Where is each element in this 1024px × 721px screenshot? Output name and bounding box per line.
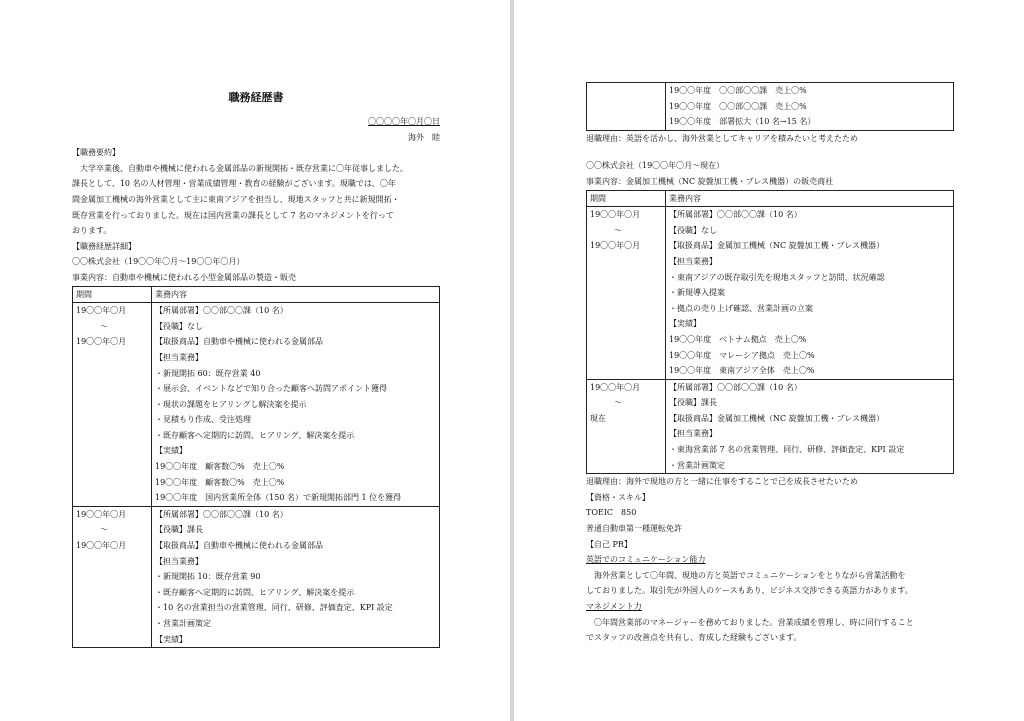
duty-line: 【役職】なし <box>669 225 717 235</box>
business-description: 事業内容：金属加工機械（NC 旋盤加工機・プレス機器）の販売商社 <box>586 176 834 186</box>
duty-line: 【役職】なし <box>155 321 203 331</box>
duty-line: 【実績】 <box>155 634 187 644</box>
table-header-row <box>587 190 954 207</box>
company-name: 〇〇株式会社（19〇〇年〇月～現在） <box>586 161 725 171</box>
pr-subheading: マネジメント力 <box>586 602 642 611</box>
table-row <box>587 207 954 380</box>
period-cell <box>73 506 152 647</box>
duty-line: ・営業計画策定 <box>155 619 211 628</box>
period-separator: ～ <box>614 398 622 408</box>
document-title: 職務経歴書 <box>228 91 284 104</box>
table-header-duties: 業務内容 <box>152 286 440 303</box>
qualification-item: 普通自動車第一種運転免許 <box>586 524 682 534</box>
duty-line: 19〇〇年度 東南アジア全体 売上〇% <box>669 366 815 376</box>
document-page-right <box>514 0 1024 721</box>
pr-line: しておりました。取引先が外国人のケースもあり、ビジネス交渉できる英語力があります。 <box>586 586 913 596</box>
duty-line: 19〇〇年度 マレーシア拠点 売上〇% <box>669 350 815 360</box>
page-right-content <box>586 82 954 646</box>
duties-cell <box>666 379 954 474</box>
duty-line: ・既存顧客へ定期的に訪問、ヒアリング、解決案を提示 <box>155 587 355 597</box>
company-name: 〇〇株式会社（19〇〇年〇月～19〇〇年〇月） <box>72 257 245 267</box>
document-page-left <box>0 0 510 721</box>
period-start: 19〇〇年〇月 <box>590 382 641 392</box>
self-pr-heading: 【自己 PR】 <box>586 539 632 549</box>
duty-line: 19〇〇年度 顧客数〇% 売上〇% <box>155 462 285 472</box>
period-end: 19〇〇年〇月 <box>590 241 641 251</box>
duty-line: 19〇〇年度 顧客数〇% 売上〇% <box>155 477 285 487</box>
duty-line: 【取扱商品】金属加工機械（NC 旋盤加工機・プレス機器） <box>669 413 885 423</box>
pr-line: でスタッフの改善点を共有し、育成した経験もございます。 <box>586 633 802 643</box>
resignation-reason: 退職理由：英語を活かし、海外営業としてキャリアを積みたいと考えたため <box>586 133 858 143</box>
duty-line: 【所属部署】〇〇部〇〇課（10 名） <box>669 210 802 220</box>
table-header-row <box>73 286 440 303</box>
duty-line: 【役職】課長 <box>155 525 203 535</box>
duties-cell <box>666 207 954 380</box>
resignation-reason: 退職理由：海外で現地の方と一緒に仕事をすることで己を成長させたいため <box>586 477 858 487</box>
duty-line: ・東海営業部 7 名の営業管理、同行、研修、評価査定、KPI 設定 <box>669 445 905 455</box>
spacer <box>586 146 954 158</box>
duty-line: ・現状の課題をヒアリングし解決案を提示 <box>155 399 307 409</box>
period-end: 19〇〇年〇月 <box>76 541 127 551</box>
summary-line: 既存営業を行っておりました。現在は国内営業の課長として 7 名のマネジメントを行って <box>72 210 394 220</box>
duty-line: 【担当業務】 <box>669 429 717 439</box>
qualification-item: TOEIC 850 <box>586 508 637 518</box>
career-table <box>586 190 954 475</box>
period-start: 19〇〇年〇月 <box>76 509 127 519</box>
duty-line: 19〇〇年度 国内営業所全体（150 名）で新規開拓部門 1 位を獲得 <box>155 493 402 503</box>
duty-line: 【取扱商品】自動車や機械に使われる金属部品 <box>155 337 323 347</box>
table-header-period: 期間 <box>73 286 152 303</box>
table-header-period: 期間 <box>587 190 666 207</box>
period-separator: ～ <box>614 225 622 235</box>
summary-line: おります。 <box>72 226 112 236</box>
period-cell <box>587 207 666 380</box>
duty-line: 19〇〇年度 〇〇部〇〇課 売上〇% <box>669 101 807 111</box>
period-separator: ～ <box>100 525 108 535</box>
duty-line: 【所属部署】〇〇部〇〇課（10 名） <box>155 306 288 316</box>
duty-line: 【実績】 <box>155 446 187 456</box>
duty-line: ・展示会、イベントなどで知り合った顧客へ訪問アポイント獲得 <box>155 384 387 394</box>
duty-line: ・新規開拓 60：既存営業 40 <box>155 368 261 378</box>
duty-line: 【担当業務】 <box>155 352 203 362</box>
duty-line: ・東南アジアの既存取引先を現地スタッフと訪問、状況確認 <box>669 272 885 282</box>
period-end: 19〇〇年〇月 <box>76 337 127 347</box>
duty-line: 【担当業務】 <box>155 556 203 566</box>
duty-line: ・拠点の売り上げ確認、営業計画の立案 <box>669 303 813 313</box>
period-cell <box>73 303 152 507</box>
duty-line: 19〇〇年度 ベトナム拠点 売上〇% <box>669 334 807 344</box>
duty-line: ・新規導入提案 <box>669 288 725 298</box>
period-end: 現在 <box>590 413 606 423</box>
duties-cell <box>152 506 440 647</box>
table-row <box>73 506 440 647</box>
summary-line: 課長として、10 名の人材管理・営業成績管理・教育の経験がございます。現職では、〇年 <box>72 179 396 189</box>
duty-line: 【所属部署】〇〇部〇〇課（10 名） <box>669 382 802 392</box>
duties-cell <box>152 303 440 507</box>
duties-cell <box>666 83 954 131</box>
duty-line: ・新規開拓 10：既存営業 90 <box>155 572 261 582</box>
duty-line: 【役職】課長 <box>669 398 717 408</box>
pr-line: 〇年間営業部のマネージャーを務めておりました。営業成績を管理し、時に同行すること <box>594 617 914 627</box>
career-table-continued <box>586 82 954 131</box>
period-separator: ～ <box>100 321 108 331</box>
duty-line: ・見積もり作成、受注処理 <box>155 415 251 425</box>
duty-line: 19〇〇年度 〇〇部〇〇課 売上〇% <box>669 86 807 95</box>
period-cell <box>587 379 666 474</box>
business-description: 事業内容：自動車や機械に使われる小型金属部品の製造・販売 <box>72 272 296 282</box>
duty-line: ・既存顧客へ定期的に訪問、ヒアリング、解決案を提示 <box>155 430 355 440</box>
table-row <box>587 379 954 474</box>
period-start: 19〇〇年〇月 <box>590 210 641 220</box>
summary-heading: 【職務要約】 <box>72 148 120 158</box>
document-date: 〇〇〇〇年〇月〇日 <box>368 117 440 126</box>
duty-line: 【取扱商品】金属加工機械（NC 旋盤加工機・プレス機器） <box>669 241 885 251</box>
duty-line: 【担当業務】 <box>669 256 717 266</box>
duty-line: 19〇〇年度 部署拡大（10 名→15 名） <box>669 117 816 127</box>
duty-line: ・10 名の営業担当の営業管理、同行、研修、評価査定、KPI 設定 <box>155 603 393 613</box>
author-name: 海外 睦 <box>408 132 440 142</box>
period-start: 19〇〇年〇月 <box>76 306 127 316</box>
period-cell <box>587 83 666 131</box>
duty-line: ・営業計画策定 <box>669 460 725 470</box>
career-table <box>72 286 440 649</box>
page-left-content <box>72 88 440 648</box>
table-row <box>73 303 440 507</box>
summary-line: 大学卒業後、自動車や機械に使われる金属部品の新規開拓・既存営業に〇年従事しました。 <box>80 163 408 173</box>
table-header-duties: 業務内容 <box>666 190 954 207</box>
detail-heading: 【職務経歴詳細】 <box>72 241 136 251</box>
duty-line: 【実績】 <box>669 319 701 329</box>
duty-line: 【所属部署】〇〇部〇〇課（10 名） <box>155 509 288 519</box>
summary-line: 間金属加工機械の海外営業として主に東南アジアを担当し、現地スタッフと共に新規開拓・ <box>72 194 400 204</box>
table-row <box>587 83 954 131</box>
duty-line: 【取扱商品】自動車や機械に使われる金属部品 <box>155 541 323 551</box>
qualifications-heading: 【資格・スキル】 <box>586 492 650 502</box>
summary-paragraph <box>72 161 440 239</box>
pr-line: 海外営業として〇年間、現地の方と英語でコミュニケーションをとりながら営業活動を <box>594 570 906 580</box>
pr-subheading: 英語でのコミュニケーション能力 <box>586 555 706 565</box>
